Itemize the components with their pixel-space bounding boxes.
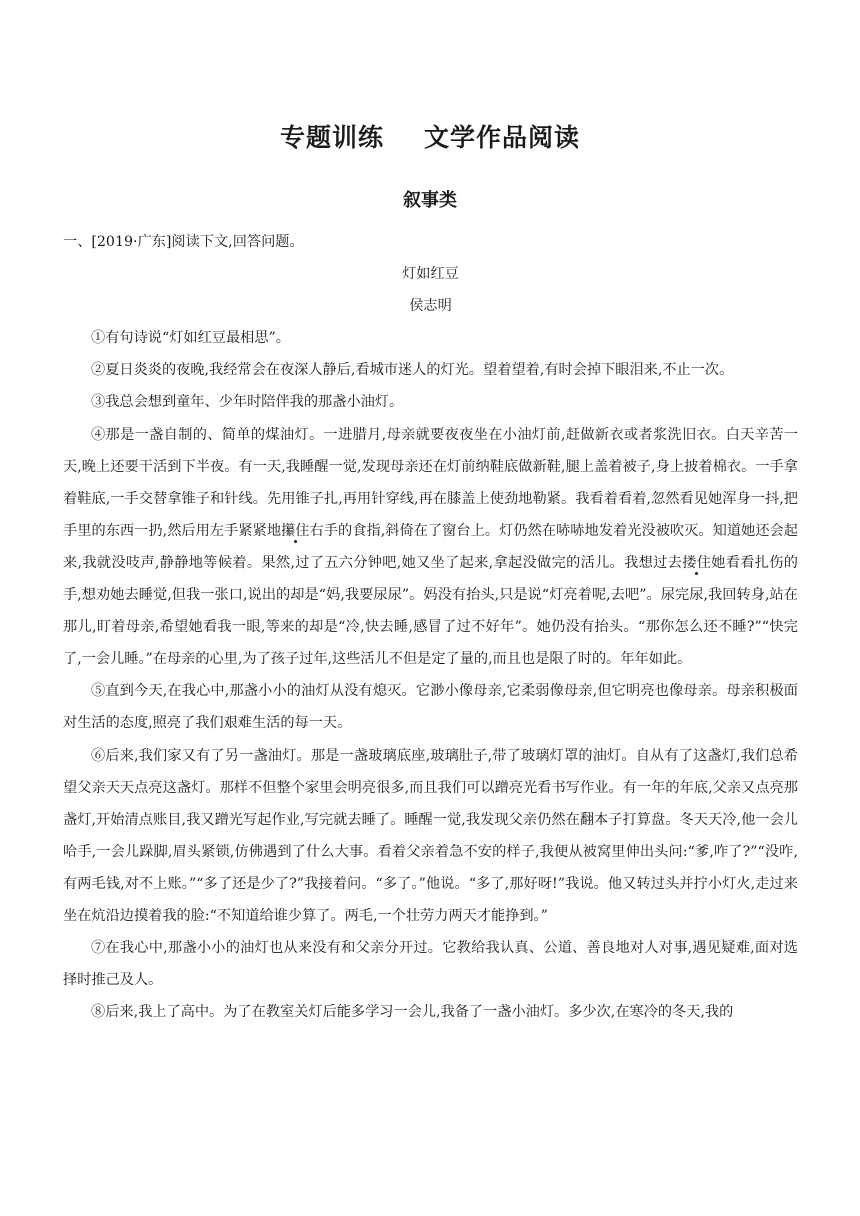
article-body xyxy=(63,226,798,1028)
title-subject: 文学作品阅读 xyxy=(424,123,581,152)
paragraph-4-part-a: ④那是一盏自制的、简单的煤油灯。一进腊月,母亲就要夜夜坐在小油灯前,赶做新衣或者浆洗旧衣。白天辛苦一天,晚上还要干活到下半夜。有一天,我睡醒一觉,发现母亲还在灯前纳鞋底做新鞋,腿上盖着被子,身上披着棉衣。一手拿着鞋底,一手交替拿锥子和针线。先用锥子扎,再用针穿线,再在膝盖上使劲地勒紧。我看着看着,忽然看见她浑身一抖,把手里的东西一扔,然后用左手紧紧地 xyxy=(63,426,798,539)
paragraph-4-part-c: 她看看扎伤的手,想劝她去睡觉,但我一张口,说出的却是“妈,我要尿尿”。妈没有抬头,只是说“灯亮着呢,去吧”。尿完尿,我回转身,站在那儿,盯着母亲,希望她看我一眼,等来的却是“冷,快去睡,感冒了过不好年”。她仍没有抬头。“那你怎么还不睡?”“快完了,一会儿睡。”在母亲的心里,为了孩子过年,这些活儿不但是定了量的,而且也是限了时的。年年如此。 xyxy=(63,554,798,668)
emphasis-word-zuanzhu: 攥住 xyxy=(281,522,310,539)
paragraph-8: ⑧后来,我上了高中。为了在教室关灯后能多学习一会儿,我备了一盏小油灯。多少次,在寒冷的冬天,我的 xyxy=(91,1004,734,1021)
paragraph-4 xyxy=(63,419,798,676)
paragraph-2: ②夏日炎炎的夜晚,我经常会在夜深人静后,看城市迷人的灯光。望着望着,有时会掉下眼泪来,不止一次。 xyxy=(91,362,734,379)
section-title: 叙事类 xyxy=(403,190,457,211)
page-title xyxy=(0,118,860,154)
question-intro: 一、[2019·广东]阅读下文,回答问题。 xyxy=(63,234,304,250)
article-author: 侯志明 xyxy=(409,298,452,315)
paragraph-4-part-b: 右手的食指,斜倚在了窗台上。灯仍然在哧哧地发着光没被吹灭。知道她还会起来,我就没吱声,静静地等候着。果然,过了五六分钟吧,她又坐了起来,拿起没做完的活儿。我想过去 xyxy=(63,522,798,571)
paragraph-1: ①有句诗说“灯如红豆最相思”。 xyxy=(91,330,290,347)
paragraph-6: ⑥后来,我们家又有了另一盏油灯。那是一盏玻璃底座,玻璃肚子,带了玻璃灯罩的油灯。自从有了这盏灯,我们总希望父亲天天点亮这盏灯。那样不但整个家里会明亮很多,而且我们可以蹭亮光看书写作业。有一年的年底,父亲又点亮那盏灯,开始清点账目,我又蹭光写起作业,写完就去睡了。睡醒一觉,我发现父亲仍然在翻本子打算盘。冬天天冷,他一会儿哈手,一会儿跺脚,眉头紧锁,仿佛遇到了什么大事。看着父亲着急不安的样子,我便从被窝里伸出头问:“爹,咋了?”“没咋,有两毛钱,对不上账。”“多了还是少了?”我接着问。“多了。”他说。“多了,那好呀!”我说。他又转过头并拧小灯火,走过来坐在炕沿边摸着我的脸:“不知道给谁少算了。两毛,一个壮劳力两天才能挣到。” xyxy=(63,747,798,924)
article-title: 灯如红豆 xyxy=(402,266,459,283)
emphasis-word-louzhu: 搂住 xyxy=(682,554,712,571)
paragraph-7: ⑦在我心中,那盏小小的油灯也从来没有和父亲分开过。它教给我认真、公道、善良地对人对事,遇见疑难,面对选择时推己及人。 xyxy=(63,940,798,989)
title-topic: 专题训练 xyxy=(279,123,384,152)
paragraph-3: ③我总会想到童年、少年时陪伴我的那盏小油灯。 xyxy=(91,394,404,411)
paragraph-5: ⑤直到今天,在我心中,那盏小小的油灯从没有熄灭。它渺小像母亲,它柔弱像母亲,但它明亮也像母亲。母亲积极面对生活的态度,照亮了我们艰难生活的每一天。 xyxy=(63,683,798,732)
